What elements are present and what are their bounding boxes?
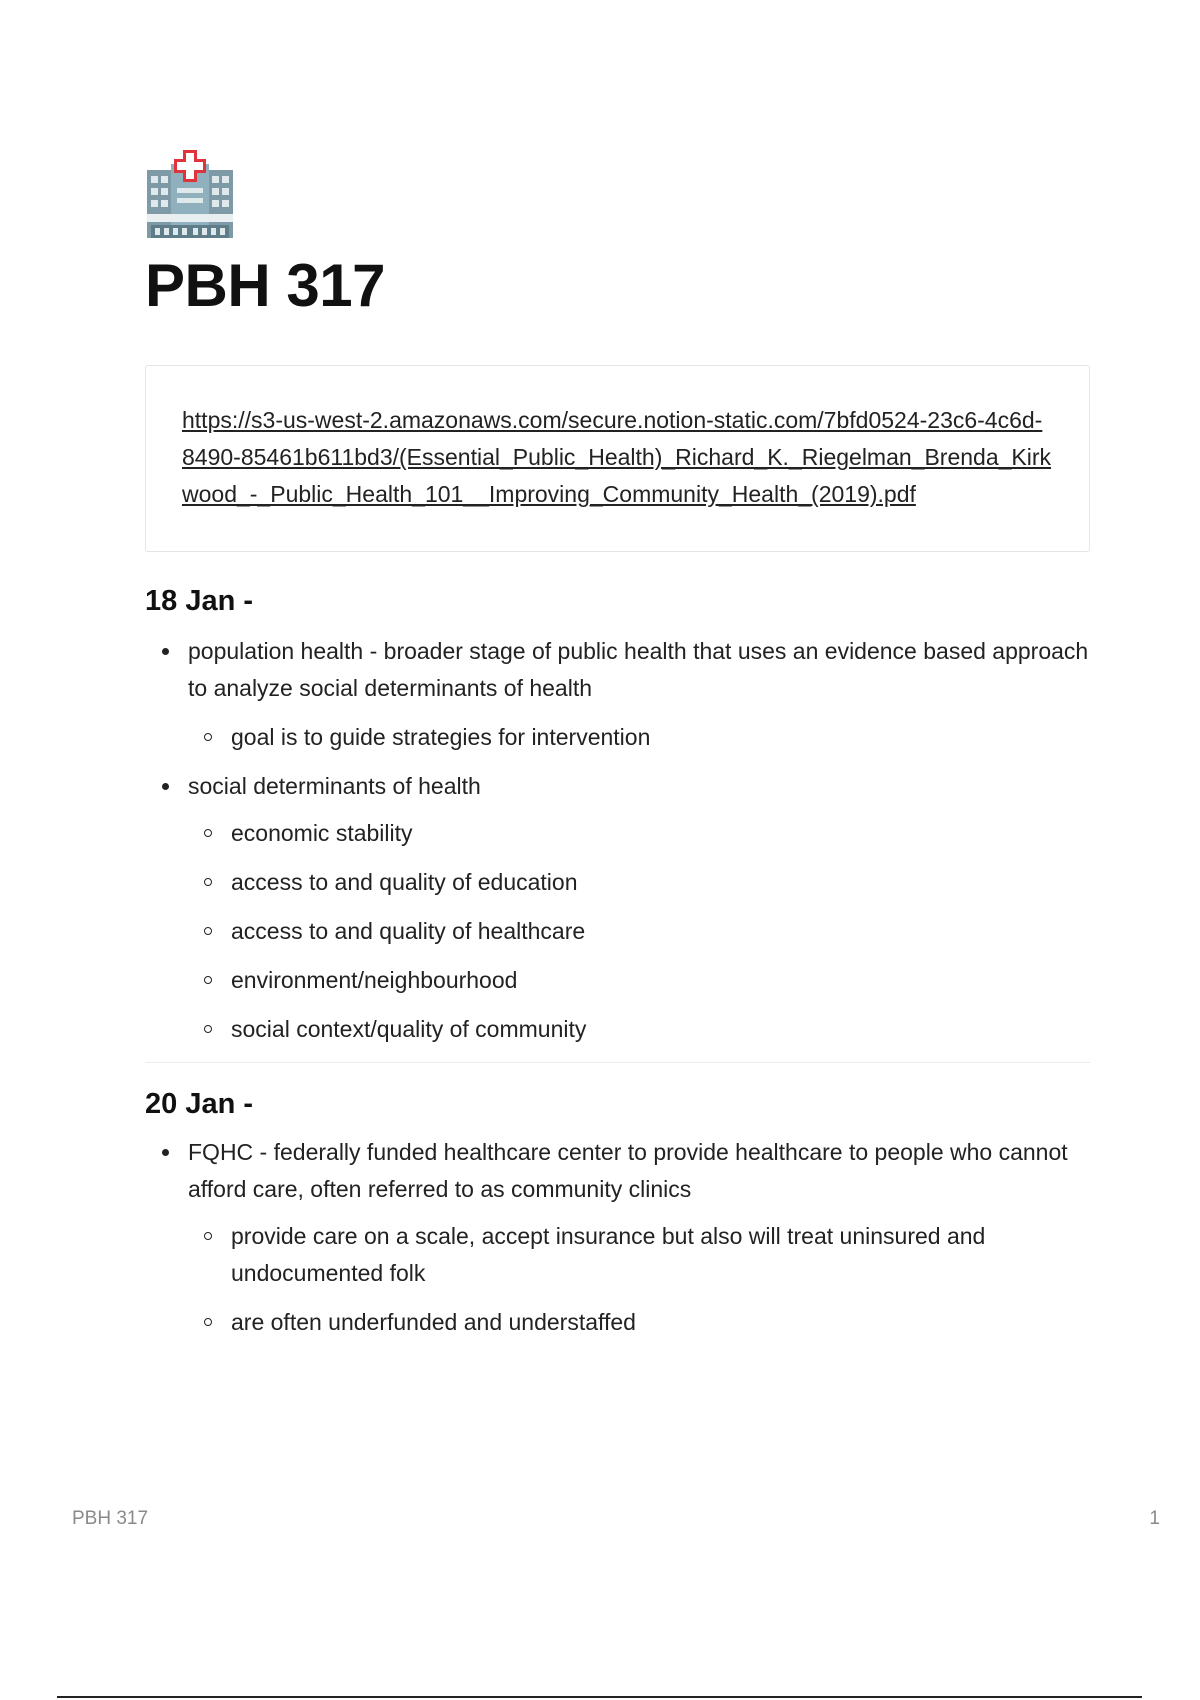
list-item-text: population health - broader stage of public health that uses an evidence based approach to analyze social determinants of health — [188, 637, 1089, 701]
sub-list-item: access to and quality of healthcare — [188, 913, 1090, 950]
sub-list-item: are often underfunded and understaffed — [188, 1304, 1090, 1341]
list-item — [145, 1134, 1090, 1341]
sub-list — [188, 815, 1090, 1048]
sub-list-item: economic stability — [188, 815, 1090, 852]
sub-list-item: goal is to guide strategies for intervention — [188, 719, 1090, 756]
section-divider — [145, 1062, 1090, 1063]
page-edge-line — [57, 1696, 1142, 1698]
hospital-icon — [145, 150, 235, 240]
sub-list-item: provide care on a scale, accept insurance but also will treat uninsured and undocumented folk — [188, 1218, 1090, 1292]
sub-list — [188, 719, 1090, 756]
footer-title: PBH 317 — [72, 1508, 149, 1529]
bookmark-block[interactable] — [145, 365, 1090, 552]
pdf-link[interactable]: https://s3-us-west-2.amazonaws.com/secure.notion-static.com/7bfd0524-23c6-4c6d-8490-85461b611bd3/(Essential_Public_Health)_Richard_K._Riegelman_Brenda_Kirkwood_-_Public_Health_101__Improving_Community_Health_(2019).pdf — [182, 407, 1052, 507]
notes-list-18-jan — [145, 633, 1090, 1048]
page-title: PBH 317 — [145, 252, 385, 319]
page-content — [145, 150, 1090, 1341]
list-item — [145, 633, 1090, 756]
list-item-text: FQHC - federally funded healthcare center to provide healthcare to people who cannot afford care, often referred to as community clinics — [188, 1138, 1068, 1202]
list-item-text: social determinants of health — [188, 772, 481, 799]
date-heading-18-jan: 18 Jan - — [145, 585, 253, 617]
notes-list-20-jan — [145, 1134, 1090, 1341]
sub-list — [188, 1218, 1090, 1341]
page-number: 1 — [1149, 1508, 1160, 1529]
sub-list-item: access to and quality of education — [188, 864, 1090, 901]
date-heading-20-jan: 20 Jan - — [145, 1087, 253, 1120]
list-item — [145, 768, 1090, 1048]
sub-list-item: social context/quality of community — [188, 1011, 1090, 1048]
sub-list-item: environment/neighbourhood — [188, 962, 1090, 999]
